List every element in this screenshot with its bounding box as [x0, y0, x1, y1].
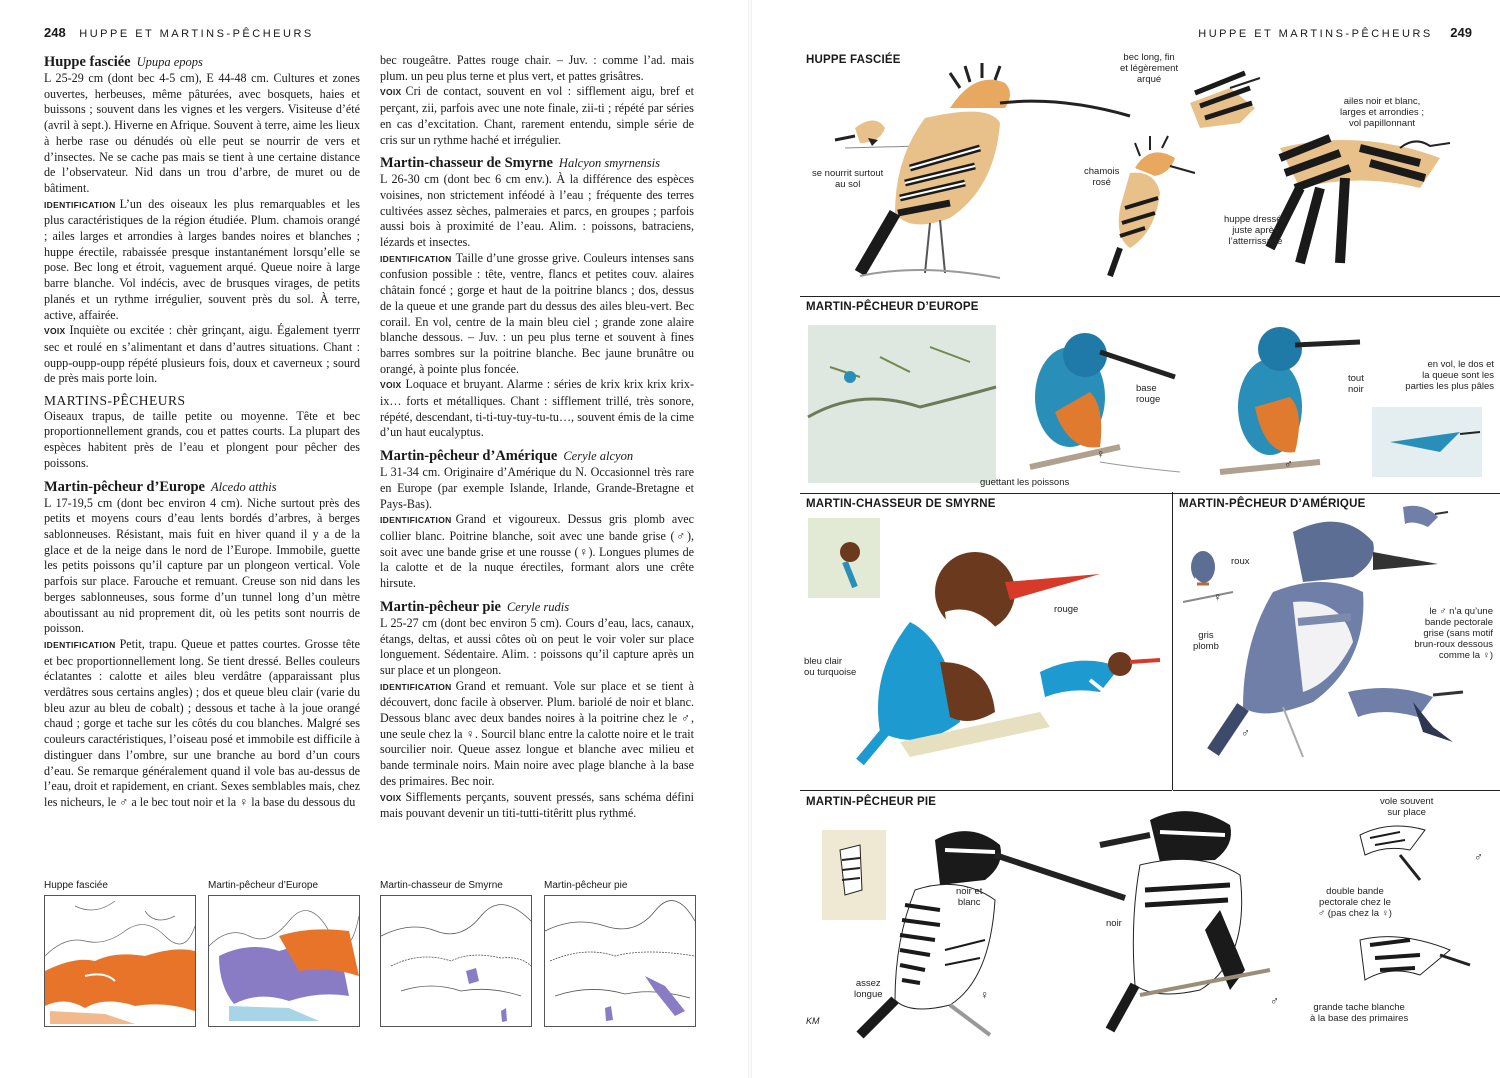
- note-text: vole souvent sur place: [1380, 796, 1434, 818]
- belted-flying-small-figure: [1403, 506, 1448, 527]
- kingfisher-male-figure: [1220, 327, 1360, 472]
- range-map-drawing: [545, 896, 695, 1026]
- identification-label: IDENTIFICATION: [44, 199, 116, 210]
- voice-paragraph: [380, 790, 694, 822]
- hoopoe-illustration: [800, 48, 1500, 296]
- identification-text: Grand et remuant. Vole sur place et se tient à découvert, donc facile à observer. Plum. bariolé de noir et blanc. Dessous blanc avec deux bandes noires à la poitrine chez le ♂, une seule chez la ♀. Sourcil blanc entre la calotte noire et le trait sourcilier noir. Queue assez longue et blanche avec milieu et bande terminale noirs. Main noire avec plage blanche à la base des primaires. Bec noir.: [380, 678, 694, 788]
- running-header: HUPPE ET MARTINS-PÊCHEURS: [1198, 28, 1433, 40]
- identification-paragraph: [380, 679, 694, 790]
- species-name: Martin-pêcheur pie: [380, 598, 501, 615]
- note-red: rouge: [1054, 604, 1079, 615]
- note-text: se nourrit surtout au sol: [812, 168, 884, 190]
- voice-paragraph: [380, 377, 694, 441]
- map-label: Martin-pêcheur pie: [544, 880, 628, 891]
- running-header: HUPPE ET MARTINS-PÊCHEURS: [79, 28, 314, 40]
- crested-hoopoe-figure: [1110, 136, 1195, 276]
- species-description: L 17-19,5 cm (dont bec environ 4 cm). Niche surtout près des petits et moyens cours d’eau lents bordés d’arbres, à berges sablonneuses. Résistant, mais fuit en hiver quand il y a de la glace et de la neige dans le nord de l’Europe. Immobile, guette les petits poissons qu’il capture par un plongeon vertical. Vole parfois sur place. Farouche et remuant. Creuse son nid dans les berges sablonneuses, sous forme d’un tunnel long d’un mètre aboutissant au nid proprement dit, où les petits sont nourris de poisson.: [44, 495, 360, 636]
- note-text: bec long, fin et légèrement arqué: [1120, 52, 1179, 85]
- panel-title: MARTIN-PÊCHEUR D’AMÉRIQUE: [1179, 498, 1366, 510]
- species-heading: [44, 478, 360, 496]
- species-latin: Ceryle alcyon: [563, 449, 634, 464]
- voice-text: Inquiète ou excitée : chèr grinçant, aigu. Également tyerrr sec et roulé en s’alimentant et dans d’autres situations. Chant : oupp-oupp-oupp répété plusieurs fois, doux et caverneux ; sourd de près mais porte loin.: [44, 323, 360, 386]
- small-hoopoe-figure: [835, 121, 920, 149]
- species-heading: [380, 598, 694, 616]
- note-nb: [956, 886, 982, 908]
- voice-label: VOIX: [380, 792, 402, 803]
- range-map-drawing: [209, 896, 359, 1026]
- family-heading: MARTINS-PÊCHEURS: [44, 393, 186, 409]
- range-map-smyrna: [380, 895, 532, 1027]
- note-hover: [1380, 796, 1433, 818]
- identification-paragraph: [44, 637, 360, 811]
- right-page: [760, 0, 1500, 1078]
- species-heading: [44, 53, 360, 71]
- voice-paragraph: [380, 84, 694, 148]
- note-allblack: [1348, 373, 1364, 395]
- note-text: bleu clair ou turquoise: [804, 656, 857, 678]
- plate-panel-belted: [1173, 492, 1500, 791]
- note-text: assez longue: [854, 978, 883, 1000]
- species-name: Martin-chasseur de Smyrne: [380, 155, 553, 172]
- identification-text: Grand et vigoureux. Dessus gris plomb avec collier blanc. Poitrine blanche, soit avec une bande grise (♂), soit avec une bande grise et une rousse (♀). Longues plumes de la calotte et de la nuque érectiles, formant alors une crête hirsute.: [380, 512, 694, 591]
- flying-hoopoe-large: [1270, 138, 1450, 263]
- left-page: [0, 0, 740, 1078]
- female-symbol: ♀: [1096, 447, 1105, 461]
- male-symbol: ♂: [1284, 457, 1293, 471]
- identification-paragraph: [380, 512, 694, 592]
- voice-label: VOIX: [380, 87, 402, 98]
- note-text: huppe dressée juste après l’atterrissage: [1224, 214, 1287, 247]
- page-number: 248: [44, 25, 66, 40]
- identification-paragraph: [44, 197, 360, 324]
- pied-hovering-figure: [1360, 826, 1425, 880]
- species-heading: [380, 154, 694, 172]
- male-symbol: ♂: [1270, 994, 1279, 1008]
- range-map-hoopoe: [44, 895, 196, 1027]
- male-symbol: ♂: [1241, 726, 1250, 740]
- note-pink: [1084, 166, 1119, 188]
- map-label: Martin-chasseur de Smyrne: [380, 880, 503, 891]
- map-label: Martin-pêcheur d’Europe: [208, 880, 319, 891]
- note-male-band: [1383, 606, 1493, 661]
- smyrna-flying-figure: [1040, 652, 1160, 697]
- voice-text: Cri de contact, souvent en vol : sifflement aigu, bref et perçant, zii, parfois avec une note finale, zii-ti ; répété par séries en cas d’excitation. Chant, rarement entendu, simple série de cris sur un rythme haché et irrégulier.: [380, 84, 694, 147]
- species-heading: [380, 447, 694, 465]
- note-text: gris plomb: [1193, 630, 1219, 652]
- flying-hoopoe-small: [1190, 73, 1260, 128]
- smyrna-perched-figure: [860, 552, 1100, 762]
- panel-title: MARTIN-PÊCHEUR PIE: [806, 796, 937, 808]
- map-label: Huppe fasciée: [44, 880, 108, 891]
- text-column-1: [44, 53, 360, 811]
- range-map-pied: [544, 895, 696, 1027]
- note-gris: [1193, 630, 1219, 652]
- note-double: [1318, 886, 1392, 919]
- plate-panel-pied: [800, 790, 1500, 1040]
- note-text: tout noir: [1348, 373, 1364, 395]
- note-text: chamois rosé: [1084, 166, 1120, 188]
- female-symbol: ♀: [1213, 590, 1222, 604]
- plate-panel-smyrna: [800, 492, 1172, 791]
- text-column-2: [380, 53, 694, 822]
- smyrna-illustration: [800, 492, 1172, 790]
- species-latin: Upupa epops: [136, 55, 203, 69]
- panel-title: MARTIN-CHASSEUR DE SMYRNE: [806, 498, 996, 510]
- voice-label: VOIX: [380, 380, 402, 391]
- note-text: noir et blanc: [956, 886, 983, 908]
- identification-text: Petit, trapu. Queue et pattes courtes. Grosse tête et bec proportionnellement long. Se tient dressé. Belles couleurs éclatantes : calotte et ailes bleu verdâtre (apparaissant plus verdâtres sous certains angles) ; dos et queue bleu clair (varie du bleu azur au bleu de cobalt) ; dessous et tache à la joue orangé chaud ; gorge et tache sur les côtés du cou blanches. Malgré ses couleurs caractéristiques, l’oiseau posé et immobile est difficile à distinguer dans l’ombre, sur une branche au bord d’un cours d’eau. Se remarque généralement quand il vole bas au-dessus de l’eau, droit et rapidement, en criant. Sexes semblables mais, chez les nicheurs, le ♂ a le bec tout noir et la ♀ la base du dessous du: [44, 636, 360, 809]
- species-name: Martin-pêcheur d’Amérique: [380, 448, 558, 465]
- note-patch: [1310, 1002, 1408, 1024]
- pied-flying-figure: [1360, 937, 1470, 980]
- pied-male-figure: [1100, 811, 1270, 1030]
- panel-title: HUPPE FASCIÉE: [806, 54, 901, 66]
- note-noir: noir: [1106, 918, 1122, 929]
- page-number: 249: [1450, 25, 1472, 40]
- identification-label: IDENTIFICATION: [44, 639, 116, 650]
- identification-label: IDENTIFICATION: [380, 253, 452, 264]
- identification-text: L’un des oiseaux les plus remarquables et les plus caractéristiques de la région étudiée. Plum. chamois orangé ; ailes larges et arrondies à larges bandes noires et blanches ; huppe érectile, rabaissée presque instantanément lorsqu’elle se pose. Bec long et étroit, vaguement arqué. Queue noire à large barre blanche. Vol indécis, avec de brusques virages, de petits planés et un rythme irrégulier, souvent près du sol. À terre, active, affairée.: [44, 196, 360, 322]
- range-map-drawing: [45, 896, 195, 1026]
- range-map-kingfisher: [208, 895, 360, 1027]
- note-base: [1136, 383, 1160, 405]
- pied-female-figure: [860, 831, 1125, 1035]
- right-folio: [1198, 25, 1472, 40]
- species-description: L 31-34 cm. Originaire d’Amérique du N. Occasionnel très rare en Europe (par exemple Islande, Irlande, Grande-Bretagne et Pays-Bas).: [380, 465, 694, 511]
- species-description: L 25-29 cm (dont bec 4-5 cm), E 44-48 cm. Cultures et zones ouvertes, herbeuses, même pâturées, avec bosquets, haies et buissons ; souvent dans les vignes et les vergers. Visiteuse d’été (avril à sept.). Hiverne en Afrique. Souvent à terre, aime les lieux à herbe rase ou dénudés où elle peut se nourrir de vers et d’insectes. Ne se cache pas mais se tient à une certaine distance de l’observateur. Nid dans un trou d’arbre, de muret ou de bâtiment.: [44, 71, 361, 195]
- artist-signature: KM: [806, 1016, 820, 1026]
- species-name: Huppe fasciée: [44, 54, 131, 70]
- identification-text: Taille d’une grosse grive. Couleurs intenses sans confusion possible : tête, ventre, flancs et petites couv. alaires châtain foncé ; gorge et haut de la poitrine blancs ; dos, dessus de la queue et une grande part du dessus des ailes bleu-vert. Bec corail. En vol, centre de la main bleu ciel ; grande zone alaire blanche dessous. – Juv. : un peu plus terne et souvent à fines barres sombres sur la poitrine blanche. Bec jaune brunâtre ou orangé, à pointe plus foncée.: [380, 250, 694, 376]
- note-text: double bande pectorale chez le ♂ (pas chez la ♀): [1318, 886, 1392, 919]
- note-text: base rouge: [1136, 383, 1161, 405]
- note-text: grande tache blanche à la base des primaires: [1310, 1002, 1409, 1024]
- left-folio: [44, 25, 314, 40]
- voice-paragraph: [44, 323, 360, 387]
- note-text: le ♂ n’a qu’une bande pectorale grise (sans motif brun-roux dessous comme la ♀): [1414, 606, 1493, 661]
- belted-small-figure: [1183, 551, 1233, 604]
- identification-label: IDENTIFICATION: [380, 515, 452, 526]
- panel-title: MARTIN-PÊCHEUR D’EUROPE: [806, 301, 979, 313]
- plate-panel-hoopoe: [800, 48, 1500, 297]
- note-blue: [804, 656, 856, 678]
- species-latin: Alcedo atthis: [210, 479, 277, 494]
- note-flight: [1382, 359, 1494, 392]
- note-ground: [812, 168, 883, 190]
- species-description: L 25-27 cm (dont bec environ 5 cm). Cours d’eau, lacs, canaux, étangs, deltas, et aussi côtes où on peut le voir voler sur place longuement. Sédentaire. Alim. : poissons qu’il capture après un sur place et un plongeon.: [380, 615, 694, 677]
- identification-paragraph: [380, 251, 694, 378]
- species-latin: Ceryle rudis: [506, 599, 570, 614]
- male-symbol: ♂: [1474, 850, 1483, 864]
- family-description: Oiseaux trapus, de taille petite ou moyenne. Tête et bec proportionnellement grands, cou et pattes courts. La plupart des espèces habitent près de l’eau et plongent pour pêcher des poissons.: [44, 408, 360, 470]
- voice-text: Loquace et bruyant. Alarme : séries de krix krix krix krix-ix… forts et métalliques. Chant : sifflement trillé, très sonore, répété, descendant, ti-ti-tuy-tuy-tu-tu…, souvent émis de la cime d’un haut eucalyptus.: [380, 377, 694, 440]
- note-crest: [1224, 214, 1287, 247]
- note-text: en vol, le dos et la queue sont les parties les plus pâles: [1405, 359, 1494, 392]
- plate-panel-kingfisher: [800, 296, 1500, 494]
- continued-text: bec rougeâtre. Pattes rouge chair. – Juv. : comme l’ad. mais plum. un peu plus terne et plus vert, et pattes grisâtres.: [380, 53, 694, 83]
- note-roux: roux: [1231, 556, 1250, 567]
- note-fish: guettant les poissons: [980, 477, 1070, 488]
- note-wings: [1340, 96, 1424, 129]
- species-latin: Halcyon smyrnensis: [558, 156, 660, 171]
- species-description: L 26-30 cm (dont bec 6 cm env.). À la différence des espèces voisines, non strictement inféodé à l’eau ; fréquente des terres cultivées assez sèches, palmeraies et parcs, en groupes ; parfois aussi bois à proximité de l’eau. Alim. : poissons, batraciens, lézards et insectes.: [380, 172, 694, 250]
- kingfisher-flying-figure: [1372, 407, 1482, 477]
- identification-label: IDENTIFICATION: [380, 681, 452, 692]
- note-long: [854, 978, 883, 1000]
- book-gutter: [748, 0, 752, 1078]
- belted-flying-figure: [1348, 688, 1463, 742]
- species-name: Martin-pêcheur d’Europe: [44, 478, 205, 495]
- range-map-drawing: [381, 896, 531, 1026]
- note-text: ailes noir et blanc, larges et arrondies ; vol papillonnant: [1340, 96, 1424, 129]
- voice-text: Sifflements perçants, souvent pressés, sans schéma défini mais pouvant devenir un titi-tutti-titêritt plus rythmé.: [380, 789, 694, 821]
- note-bill: [1120, 52, 1178, 85]
- voice-label: VOIX: [44, 326, 66, 337]
- female-symbol: ♀: [980, 988, 989, 1002]
